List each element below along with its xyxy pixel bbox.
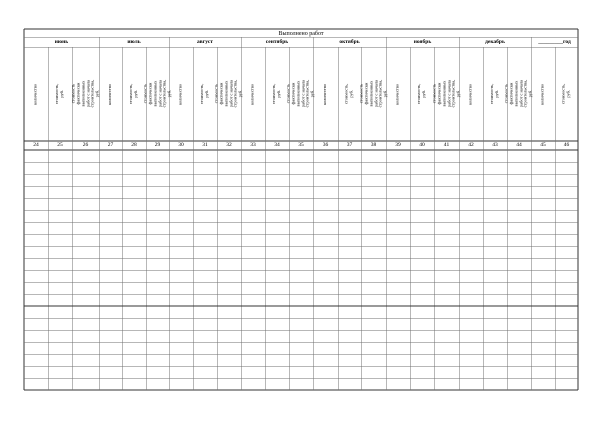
column-number: 26 <box>82 142 89 148</box>
column-number: 43 <box>492 142 498 148</box>
column-number: 36 <box>322 142 329 148</box>
column-number: 42 <box>468 142 474 148</box>
column-header-cost <box>48 47 72 141</box>
column-header-qty <box>24 47 48 141</box>
column-number: 38 <box>370 142 377 148</box>
column-header-cost <box>555 47 578 141</box>
column-header-qty <box>386 47 410 141</box>
column-header-label: стоимость, руб. <box>489 83 499 105</box>
column-number: 24 <box>33 142 39 148</box>
column-number: 28 <box>131 142 137 148</box>
column-header-qty <box>169 47 193 141</box>
column-header-label: количество <box>467 83 473 105</box>
column-header-actual <box>285 47 315 141</box>
column-header-actual <box>69 47 100 141</box>
column-number: 29 <box>154 142 161 148</box>
column-header-actual <box>141 47 172 141</box>
column-number: 44 <box>516 142 522 148</box>
month-label-3: сентябрь <box>265 38 289 45</box>
column-header-label: стоимость, руб. <box>128 83 138 105</box>
column-number: 25 <box>57 142 63 148</box>
column-number: 30 <box>178 142 184 148</box>
column-header-label: стоимость фактически выполненных работ с начала строительства, руб. <box>430 80 461 108</box>
month-label-5: ноябрь <box>413 38 432 45</box>
column-header-label: стоимость, руб. <box>199 83 209 105</box>
month-label-1: июль <box>127 38 141 45</box>
column-header-label: количество <box>32 83 38 105</box>
table-title: Выполнено работ <box>278 30 324 37</box>
month-label-6: декабрь <box>485 38 505 45</box>
column-header-label: стоимость фактически выполненных работ с начала строительства, руб. <box>503 80 533 108</box>
column-header-label: стоимость, руб. <box>343 83 354 105</box>
column-number: 45 <box>540 142 546 148</box>
column-number: 37 <box>346 142 353 148</box>
column-header-label: количество <box>107 83 113 105</box>
month-label-0: июнь <box>54 38 69 45</box>
column-header-label: стоимость, руб. <box>54 83 64 105</box>
column-header-label: количество <box>322 83 328 105</box>
year-label: _________год <box>538 38 571 45</box>
column-number: 35 <box>298 142 304 148</box>
column-header-actual <box>430 47 461 141</box>
column-header-label: стоимость фактически выполненных работ с начала строительства, руб. <box>141 80 172 108</box>
column-header-actual <box>503 47 533 141</box>
column-number: 34 <box>274 142 280 148</box>
column-header-qty <box>241 47 265 141</box>
column-header-actual <box>357 47 388 141</box>
column-header-label: количество <box>177 83 183 105</box>
column-header-label: стоимость, руб. <box>416 83 426 105</box>
column-header-qty <box>531 47 555 141</box>
column-number: 46 <box>563 142 570 148</box>
column-header-label: стоимость фактически выполненных работ с начала строительства, руб. <box>357 80 388 108</box>
column-header-qty <box>99 47 122 141</box>
column-number: 27 <box>107 142 114 148</box>
month-label-4: октябрь <box>339 38 360 45</box>
column-header-qty <box>459 47 483 141</box>
column-header-label: количество <box>394 83 400 105</box>
column-number: 33 <box>250 142 256 148</box>
column-number: 31 <box>202 142 208 148</box>
column-header-label: стоимость фактически выполненных работ с начала строительства, руб. <box>213 80 243 108</box>
column-header-label: стоимость фактически выполненных работ с начала строительства, руб. <box>69 80 100 108</box>
month-label-2: август <box>197 38 213 45</box>
column-header-actual <box>213 47 243 141</box>
column-header-label: количество <box>539 83 545 105</box>
column-number: 39 <box>395 142 401 148</box>
column-header-label: количество <box>249 83 255 105</box>
column-header-label: стоимость, руб. <box>271 83 281 105</box>
column-number: 41 <box>443 142 450 148</box>
column-header-label: стоимость фактически выполненных работ с начала строительства, руб. <box>285 80 315 108</box>
column-number: 32 <box>226 142 232 148</box>
column-number: 40 <box>419 142 425 148</box>
column-header-label: стоимость, руб. <box>560 83 571 105</box>
column-header-qty <box>313 47 338 141</box>
